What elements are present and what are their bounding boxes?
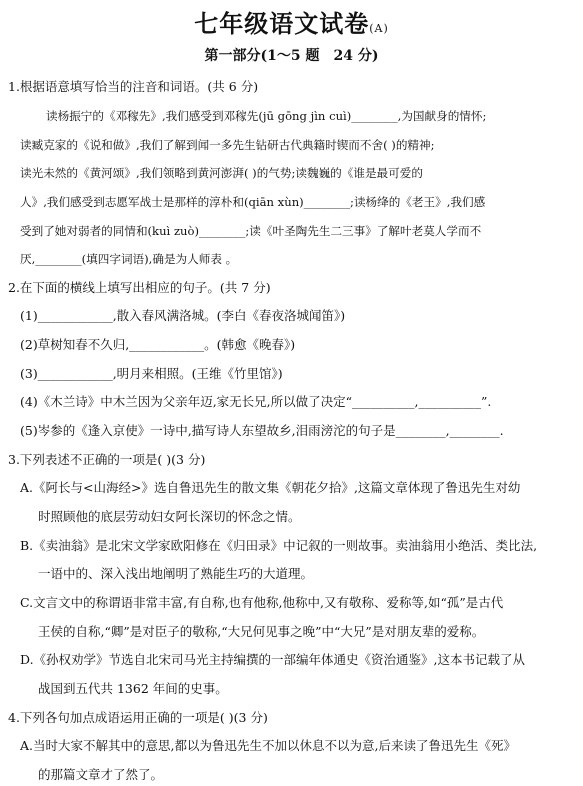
exam-text-line: 2.在下面的横线上填写出相应的句子。(共 7 分)	[8, 280, 271, 295]
exam-text-line: (3)____________,明月来相照。(王维《竹里馆》)	[20, 366, 283, 381]
exam-text-line: 战国到五代共 1362 年间的史事。	[38, 681, 228, 696]
exam-text-line: 受到了她对弱者的同情和(kuì zuò)________;读《叶圣陶先生二三事》了解叶老莫人学而不	[20, 224, 482, 238]
exam-text-line: 读杨振宁的《邓稼先》,我们感受到邓稼先(jū gōng jìn cuì)________,为国献身的情怀;	[46, 109, 487, 123]
exam-title	[0, 4, 583, 39]
exam-text-line: 王侯的自称,“卿”是对臣子的敬称,“大兄何见事之晚”中“大兄”是对朋友辈的爱称。	[38, 624, 485, 639]
exam-text-line: 1.根据语意填写恰当的注音和词语。(共 6 分)	[8, 79, 259, 94]
exam-text-line: 4.下列各句加点成语运用正确的一项是( )(3 分)	[8, 710, 268, 725]
exam-text-line: C.文言文中的称谓语非常丰富,有自称,也有他称,他称中,又有敬称、爱称等,如“孤”是古代	[20, 595, 504, 610]
exam-text-line: 3.下列表述不正确的一项是( )(3 分)	[8, 452, 206, 467]
exam-title-text: 七年级语文试卷	[194, 9, 370, 38]
exam-text-line: A.当时大家不解其中的意思,都以为鲁迅先生不加以休息不以为意,后来读了鲁迅先生《死》	[20, 738, 516, 753]
exam-text-line: B.《卖油翁》是北宋文学家欧阳修在《归田录》中记叙的一则故事。卖油翁用小绝活、类比法,	[20, 538, 538, 553]
exam-text-line: (2)草树知春不久归,____________。(韩愈《晚春》)	[20, 337, 296, 352]
exam-text-line: 时照顾他的底层劳动妇女阿长深切的怀念之情。	[38, 509, 301, 524]
exam-title-suffix: (A)	[369, 22, 389, 35]
exam-text-line: (1)____________,散入春风满洛城。(李白《春夜洛城闻笛》)	[20, 308, 346, 323]
exam-text-line: (5)岑参的《逢入京使》一诗中,描写诗人东望故乡,泪雨滂沱的句子是________,________.	[20, 423, 504, 438]
exam-text-line: 的那篇文章才了然了。	[38, 767, 164, 782]
exam-text-line: 厌,________(填四字词语),确是为人师表 。	[20, 252, 238, 266]
section-heading: 第一部分(1～5 题 24 分)	[204, 48, 379, 64]
exam-text-line: D.《孙权劝学》节选自北宋司马光主持编撰的一部编年体通史《资治通鉴》,这本书记载了从	[20, 652, 526, 667]
exam-text-line: 读臧克家的《说和做》,我们了解到闻一多先生钻研古代典籍时锲而不舍( )的精神;	[20, 138, 435, 152]
exam-text-line: (4)《木兰诗》中木兰因为父亲年迈,家无长兄,所以做了决定“__________,__________”.	[20, 394, 492, 409]
exam-text-line: 一语中的、深入浅出地阐明了熟能生巧的大道理。	[38, 566, 314, 581]
exam-text-line: 读光未然的《黄河颂》,我们领略到黄河澎湃( )的气势;读魏巍的《谁是最可爱的	[20, 166, 423, 180]
exam-text-line: A.《阿长与<山海经>》选自鲁迅先生的散文集《朝花夕拾》,这篇文章体现了鲁迅先生对幼	[20, 480, 521, 495]
exam-text-line: 人》,我们感受到志愿军战士是那样的淳朴和(qiān xùn)________;读杨绛的《老王》,我们感	[20, 195, 486, 209]
